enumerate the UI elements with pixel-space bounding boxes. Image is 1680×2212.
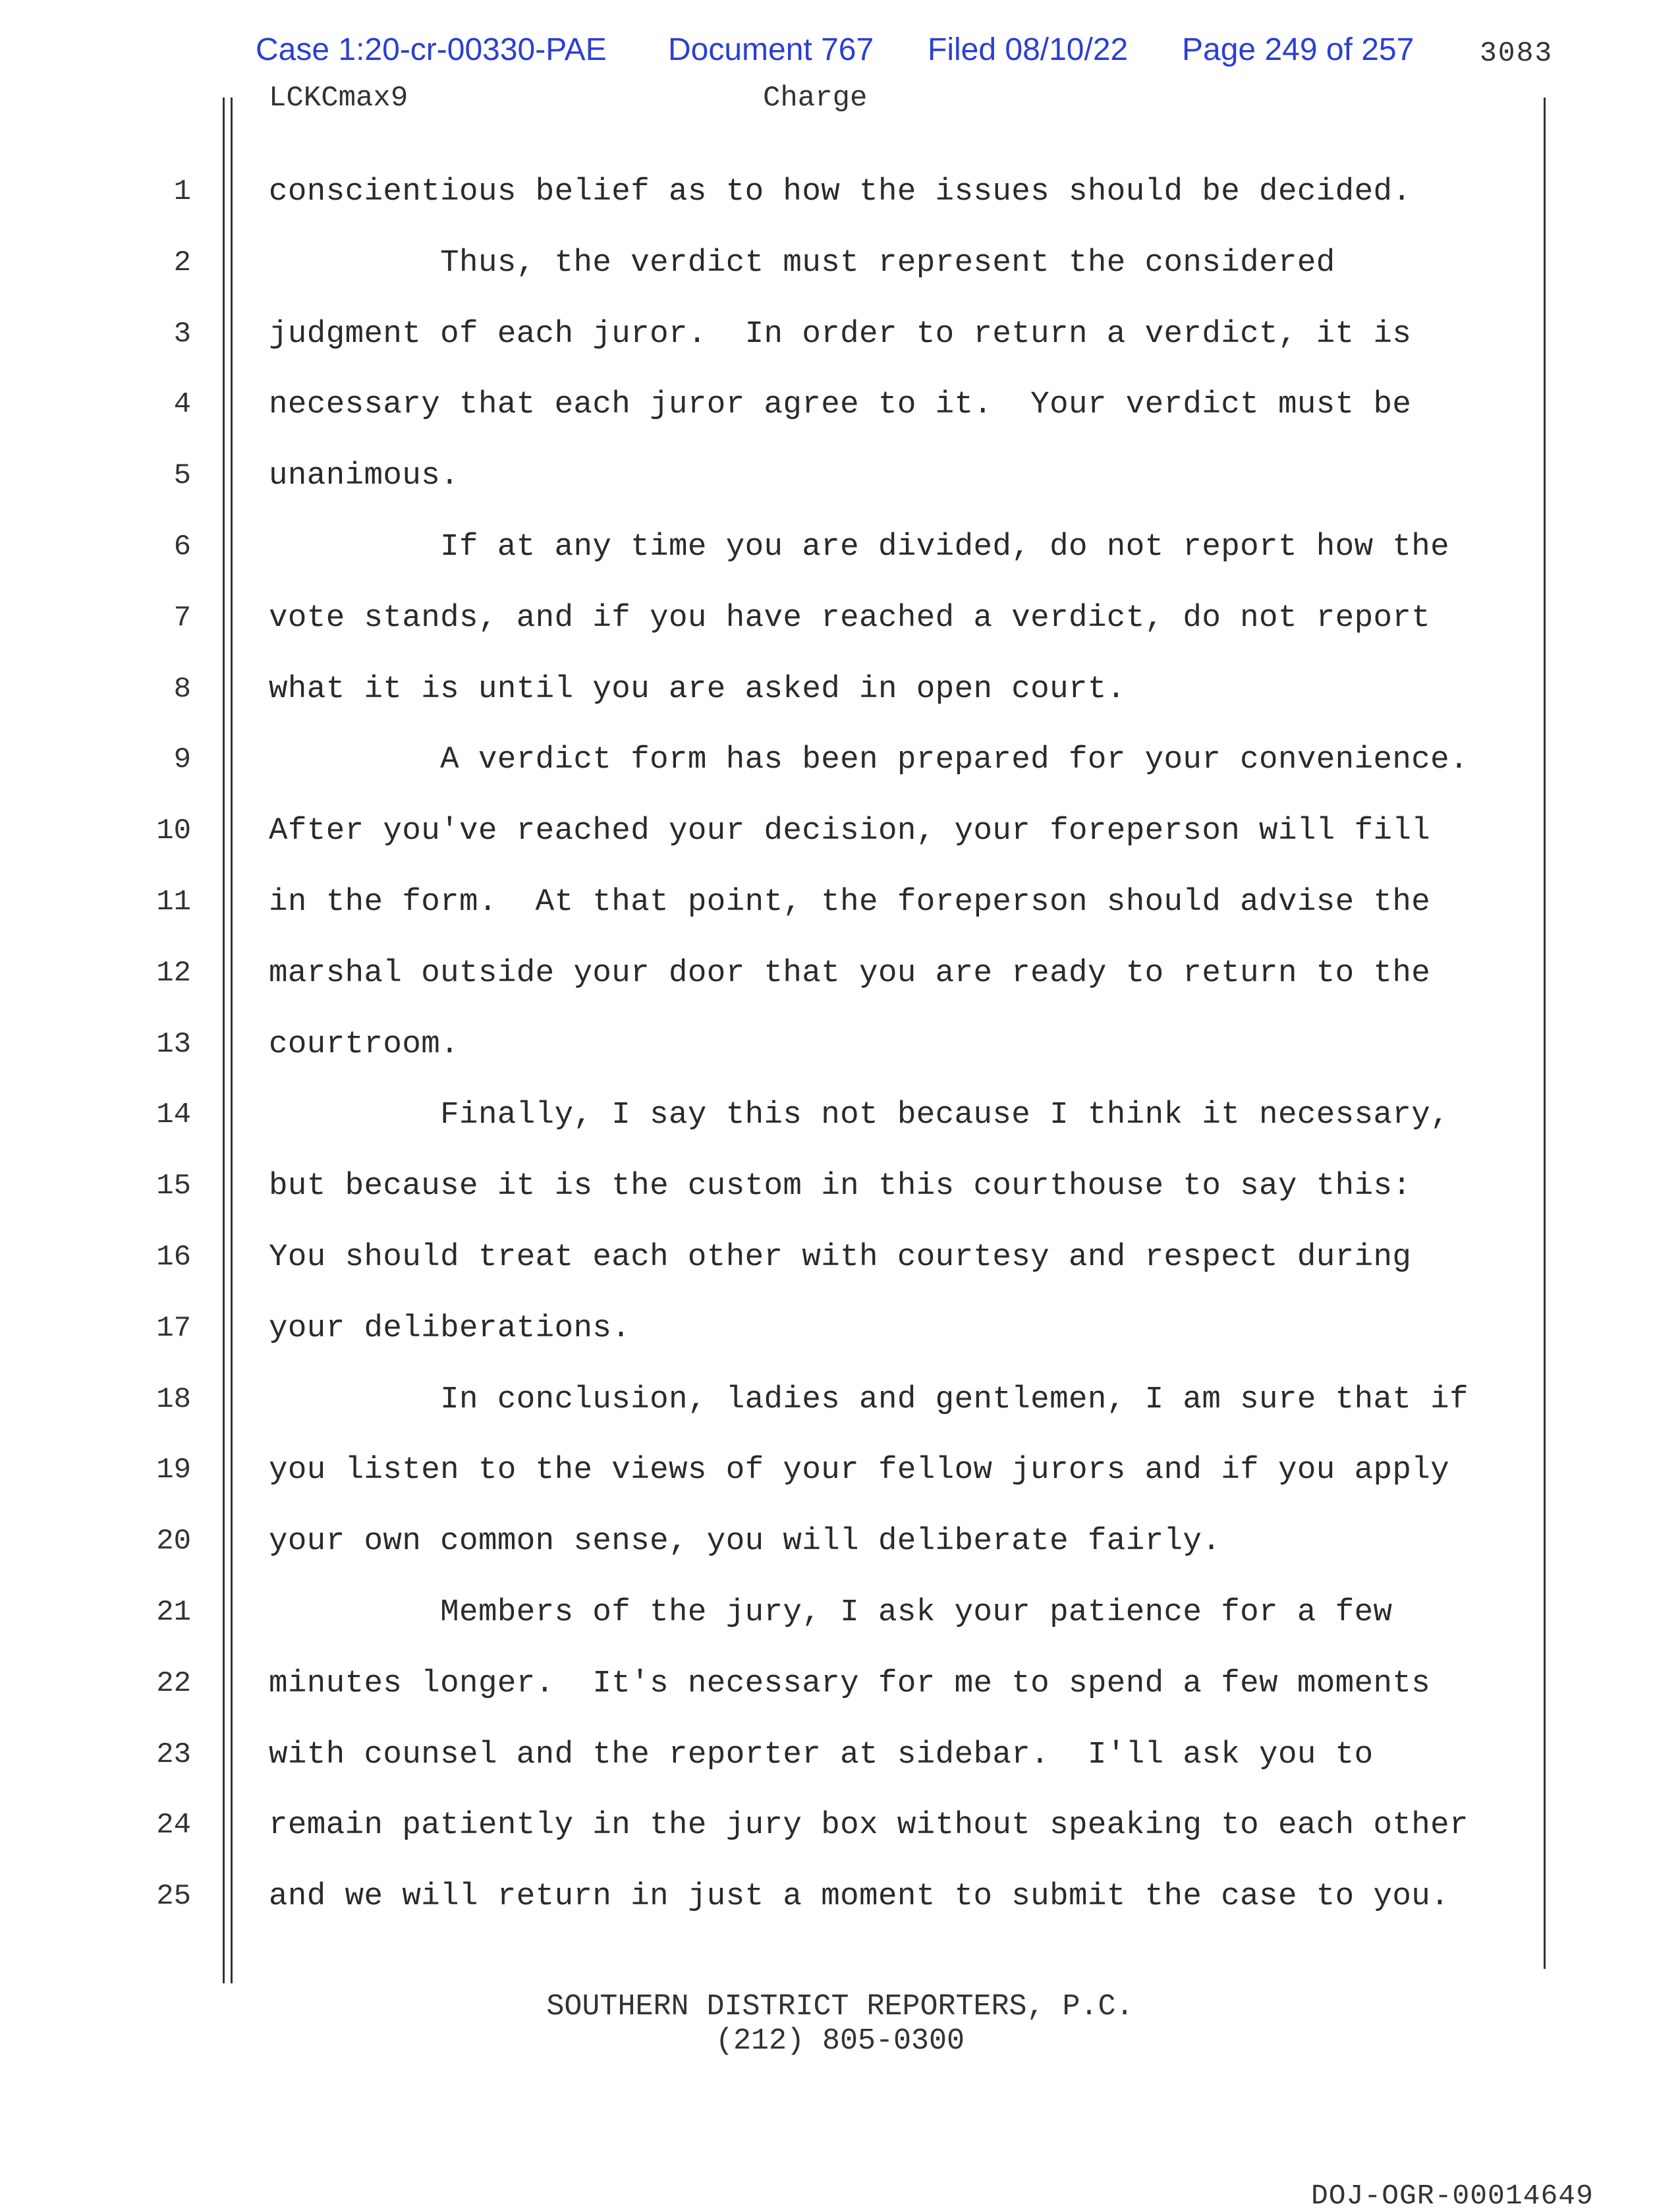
line-number: 12 xyxy=(156,957,191,990)
line-number: 20 xyxy=(156,1525,191,1558)
reporter-name: SOUTHERN DISTRICT REPORTERS, P.C. xyxy=(546,1990,1134,2024)
transcript-line: your own common sense, you will deliberate fairly. xyxy=(269,1523,1221,1559)
left-margin-rule-outer xyxy=(223,98,225,1983)
transcript-line: with counsel and the reporter at sidebar. I'll ask you to xyxy=(269,1737,1374,1772)
transcript-line: Members of the jury, I ask your patience for a few xyxy=(269,1595,1393,1630)
transcript-line: marshal outside your door that you are ready to return to the xyxy=(269,955,1431,991)
bates-number: DOJ-OGR-00014649 xyxy=(1311,2180,1594,2212)
running-header-section: Charge xyxy=(763,82,868,115)
line-number: 23 xyxy=(156,1738,191,1771)
line-number: 2 xyxy=(173,246,191,279)
line-number: 17 xyxy=(156,1312,191,1345)
transcript-line: vote stands, and if you have reached a verdict, do not report xyxy=(269,600,1431,636)
line-number: 19 xyxy=(156,1454,191,1487)
left-margin-rule-inner xyxy=(231,98,233,1983)
transcript-line: in the form. At that point, the foreperson should advise the xyxy=(269,884,1431,920)
line-number: 24 xyxy=(156,1809,191,1842)
line-number: 5 xyxy=(173,459,191,492)
transcript-page-number: 3083 xyxy=(1480,37,1554,69)
line-number: 4 xyxy=(173,388,191,421)
transcript-line: courtroom. xyxy=(269,1027,460,1062)
transcript-line: In conclusion, ladies and gentlemen, I am sure that if xyxy=(269,1382,1469,1417)
transcript-line: conscientious belief as to how the issues should be decided. xyxy=(269,174,1412,210)
reporter-phone: (212) 805-0300 xyxy=(715,2024,965,2058)
transcript-line: If at any time you are divided, do not report how the xyxy=(269,529,1450,565)
line-number: 11 xyxy=(156,886,191,919)
filed-date: Filed 08/10/22 xyxy=(928,32,1129,67)
transcript-line: After you've reached your decision, your foreperson will fill xyxy=(269,813,1431,849)
line-number: 15 xyxy=(156,1170,191,1203)
transcript-line: minutes longer. It's necessary for me to spend a few moments xyxy=(269,1666,1431,1701)
line-number: 14 xyxy=(156,1098,191,1131)
line-number: 25 xyxy=(156,1880,191,1913)
document-number: Document 767 xyxy=(668,32,874,67)
transcript-line: You should treat each other with courtesy and respect during xyxy=(269,1239,1412,1275)
transcript-line: what it is until you are asked in open court. xyxy=(269,671,1126,707)
transcript-line: but because it is the custom in this courthouse to say this: xyxy=(269,1168,1412,1204)
transcript-line: unanimous. xyxy=(269,458,460,494)
line-number: 6 xyxy=(173,530,191,563)
line-number: 10 xyxy=(156,814,191,847)
line-number: 1 xyxy=(173,175,191,208)
right-margin-rule xyxy=(1544,98,1546,1969)
running-header-code: LCKCmax9 xyxy=(269,82,408,115)
page-of-total: Page 249 of 257 xyxy=(1182,32,1414,67)
line-number: 22 xyxy=(156,1667,191,1700)
transcript-line: Finally, I say this not because I think it necessary, xyxy=(269,1097,1450,1133)
line-number: 8 xyxy=(173,673,191,706)
line-number: 18 xyxy=(156,1383,191,1416)
transcript-line: remain patiently in the jury box without speaking to each other xyxy=(269,1807,1469,1843)
transcript-line: judgment of each juror. In order to return a verdict, it is xyxy=(269,316,1412,352)
transcript-line: Thus, the verdict must represent the considered xyxy=(269,245,1335,281)
transcript-line: A verdict form has been prepared for your convenience. xyxy=(269,742,1469,778)
line-number: 21 xyxy=(156,1596,191,1629)
line-number: 3 xyxy=(173,318,191,351)
transcript-line: you listen to the views of your fellow jurors and if you apply xyxy=(269,1452,1450,1488)
line-number: 9 xyxy=(173,743,191,776)
transcript-line: and we will return in just a moment to submit the case to you. xyxy=(269,1879,1450,1914)
case-number: Case 1:20-cr-00330-PAE xyxy=(256,32,607,67)
transcript-line: your deliberations. xyxy=(269,1311,631,1346)
transcript-line: necessary that each juror agree to it. Your verdict must be xyxy=(269,387,1412,422)
line-number: 7 xyxy=(173,602,191,635)
line-number: 16 xyxy=(156,1241,191,1274)
line-number: 13 xyxy=(156,1028,191,1061)
